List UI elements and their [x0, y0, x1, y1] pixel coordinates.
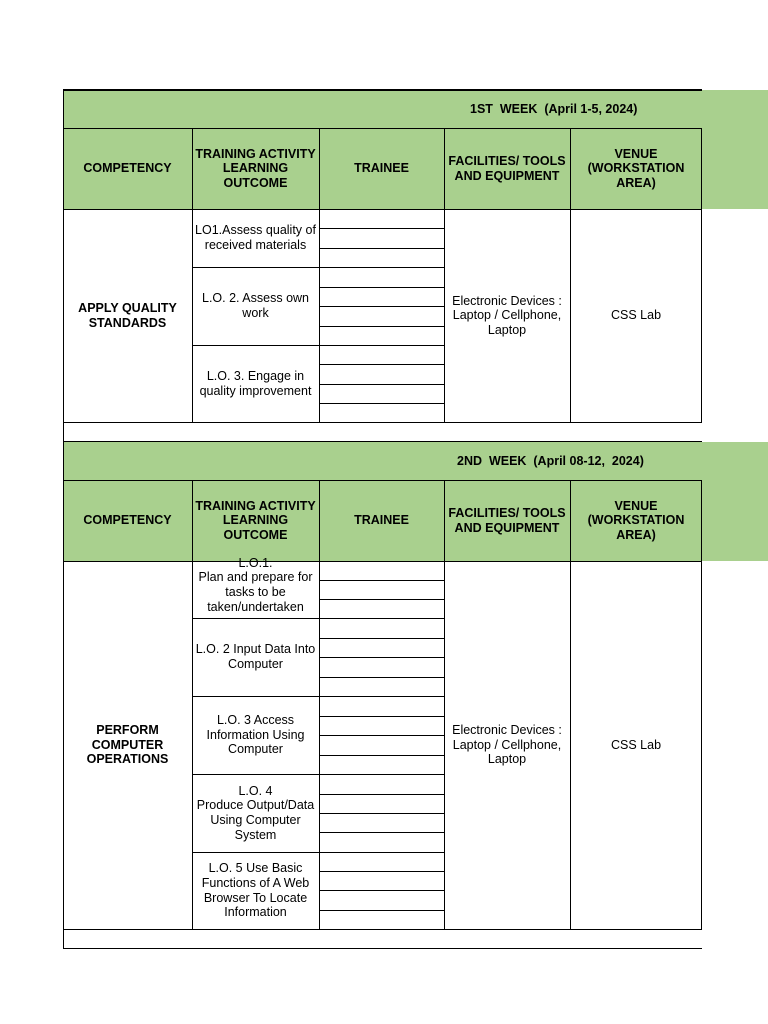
week1-lo-3: L.O. 3. Engage in quality improvement — [199, 368, 312, 398]
week2-title: 2ND WEEK (April 08-12, 2024) — [457, 454, 644, 468]
week1-venue: CSS Lab — [610, 308, 662, 323]
week2-lo-4: L.O. 4 Produce Output/Data Using Computer System — [196, 783, 315, 842]
header-venue: VENUE (WORKSTATION AREA) — [587, 146, 685, 190]
week1-title: 1ST WEEK (April 1-5, 2024) — [470, 102, 638, 116]
header-facilities: FACILITIES/ TOOLS AND EQUIPMENT — [448, 505, 566, 535]
week2-lo-1: L.O.1. Plan and prepare for tasks to be taken/undertaken — [198, 555, 313, 614]
week2-lo-3: L.O. 3 Access Information Using Computer — [206, 713, 305, 757]
week1-competency: APPLY QUALITY STANDARDS — [78, 300, 177, 330]
week1-lo-2: L.O. 2. Assess own work — [202, 291, 309, 320]
header-trainee: TRAINEE — [354, 161, 409, 176]
week2-facilities: Electronic Devices : Laptop / Cellphone, Laptop — [452, 723, 562, 767]
header-trainee: TRAINEE — [354, 513, 409, 528]
header-training-activity: TRAINING ACTIVITY LEARNING OUTCOME — [195, 498, 316, 542]
week2-venue: CSS Lab — [610, 737, 662, 752]
header-competency: COMPETENCY — [83, 161, 172, 176]
week1-facilities: Electronic Devices : Laptop / Cellphone, Laptop — [452, 293, 562, 337]
week2-lo-2: L.O. 2 Input Data Into Computer — [195, 642, 316, 671]
header-training-activity: TRAINING ACTIVITY LEARNING OUTCOME — [195, 146, 316, 190]
week2-side-tab — [702, 442, 768, 561]
header-venue: VENUE (WORKSTATION AREA) — [587, 498, 685, 542]
header-competency: COMPETENCY — [83, 513, 172, 528]
header-facilities: FACILITIES/ TOOLS AND EQUIPMENT — [448, 153, 566, 183]
week1-side-tab — [702, 90, 768, 209]
week1-lo-1: LO1.Assess quality of received materials — [195, 223, 316, 252]
week2-lo-5: L.O. 5 Use Basic Functions of A Web Browser To Locate Information — [201, 861, 310, 920]
week2-competency: PERFORM COMPUTER OPERATIONS — [86, 723, 169, 767]
